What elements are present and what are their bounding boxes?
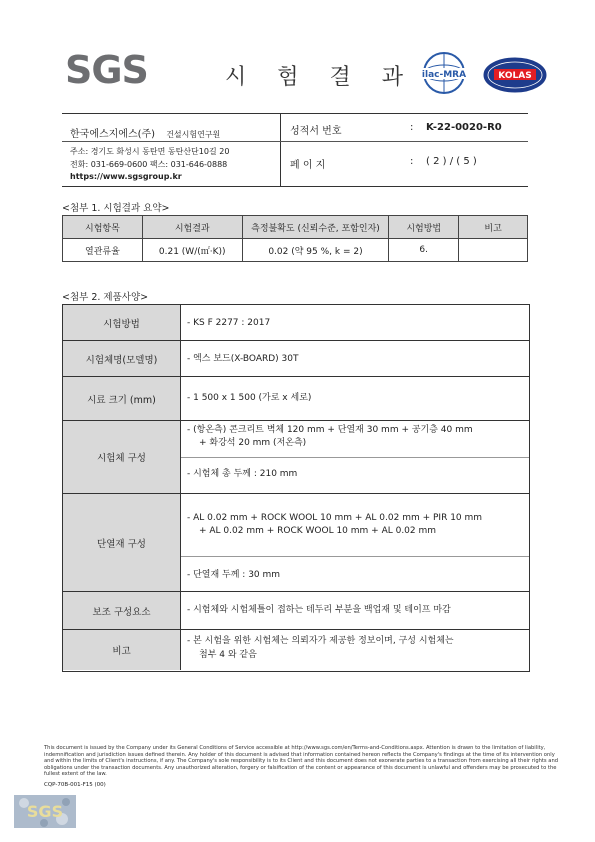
value-specimen-composition-1: - (항온측) 콘크리트 벽체 120 mm + 단열재 30 mm + 공기층 40 mm [187,425,473,435]
form-code: CQP-70B-001-F15 (00) [44,782,106,788]
cell-uncertainty: 0.02 (약 95 %, k = 2) [242,239,389,262]
value-test-method: - KS F 2277 : 2017 [187,318,271,328]
value-insulation-thickness: - 단열재 두께 : 30 mm [187,570,281,580]
value-remarks-1: - 본 시험을 위한 시험체는 의뢰자가 제공한 정보이며, 구성 시험체는 [187,636,454,646]
website-link[interactable]: https://www.sgsgroup.kr [70,172,182,181]
cell-remarks [459,239,528,262]
summary-table [62,215,528,262]
company-sub: 건설시험연구원 [166,130,221,139]
value-model-name: - 엑스 보드(X-BOARD) 30T [187,354,299,364]
label-auxiliary-components: 보조 구성요소 [63,592,181,629]
value-specimen-composition-2: + 화강석 20 mm (저온측) [199,438,307,448]
info-table [62,113,528,187]
value-insulation-composition-2: + AL 0.02 mm + ROCK WOOL 10 mm + AL 0.02 mm [199,526,437,536]
header-uncertainty: 측정불확도 (신뢰수준, 포함인자) [242,216,389,239]
label-specimen-composition: 시험체 구성 [63,421,181,493]
address: 주소: 경기도 화성시 동탄면 동탄산단10길 20 [70,147,230,156]
value-insulation-composition-1: - AL 0.02 mm + ROCK WOOL 10 mm + AL 0.02 mm + PIR 10 mm [187,513,483,523]
summary-header-row [63,216,528,239]
kolas-logo [482,56,548,94]
page-label: 페 이 지 [290,160,326,171]
value-remarks-2: 첨부 4 와 같음 [199,650,257,660]
cell-method: 6. [389,239,459,262]
company-name: 한국에스지에스(주) [70,129,156,140]
phone-fax: 전화: 031-669-0600 팩스: 031-646-0888 [70,160,228,169]
value-specimen-thickness: - 시험체 총 두께 : 210 mm [187,469,298,479]
footer-disclaimer: This document is issued by the Company under its General Conditions of Service accessible at http://www.sgs.com/en/Terms-and-Conditions.aspx. Attention is drawn to the limitation of liability, indemnification and jurisdiction issues defined therein. Any holder of this document is advised that information contained hereon reflects the Company's findings at the time of its intervention only and within the limits of Client's instructions, if any. The Company's sole responsibility is to its Client and this document does not exonerate parties to a transaction from exercising all their rights and obligations under the transaction documents. Any unauthorized alteration, forgery or falsification of the content or appearance of this document is unlawful and offenders may be prosecuted to the fullest extent of the law. [44,745,559,778]
value-auxiliary-components: - 시험체와 시험체틀이 접하는 테두리 부분을 백업재 및 테이프 마감 [187,605,451,615]
section1-title: <첨부 1. 시험결과 요약> [62,203,170,214]
label-model-name: 시험체명(모델명) [63,341,181,376]
header-result: 시험결과 [142,216,242,239]
page-number: ( 2 ) / ( 5 ) [426,156,477,167]
security-stamp [14,795,76,828]
stamp-text: SGS [26,802,64,821]
header-method: 시험방법 [389,216,459,239]
kolas-text: KOLAS [498,71,532,81]
value-sample-size: - 1 500 x 1 500 (가로 x 세로) [187,393,312,403]
company-name-row [70,122,220,141]
document-title: 시 험 결 과 [225,65,415,90]
cell-result: 0.21 (W/(㎡·K)) [142,239,242,262]
ilac-mra-logo [416,52,472,98]
label-remarks: 비고 [63,630,181,670]
label-insulation-composition: 단열재 구성 [63,494,181,591]
label-sample-size: 시료 크기 (mm) [63,377,181,420]
sgs-logo: SGS [65,48,148,92]
ilac-text: ilac-MRA [421,70,467,80]
cell-test-item: 열관류율 [63,239,143,262]
product-spec-table [62,304,530,672]
cert-number: K-22-0020-R0 [426,122,502,133]
page-colon: : [410,156,414,167]
section2-title: <첨부 2. 제품사양> [62,292,149,303]
cert-colon: : [410,122,414,133]
summary-data-row [63,239,528,262]
header-remarks: 비고 [459,216,528,239]
header-test-item: 시험항목 [63,216,143,239]
cert-label: 성적서 번호 [290,126,342,137]
label-test-method: 시험방법 [63,305,181,340]
